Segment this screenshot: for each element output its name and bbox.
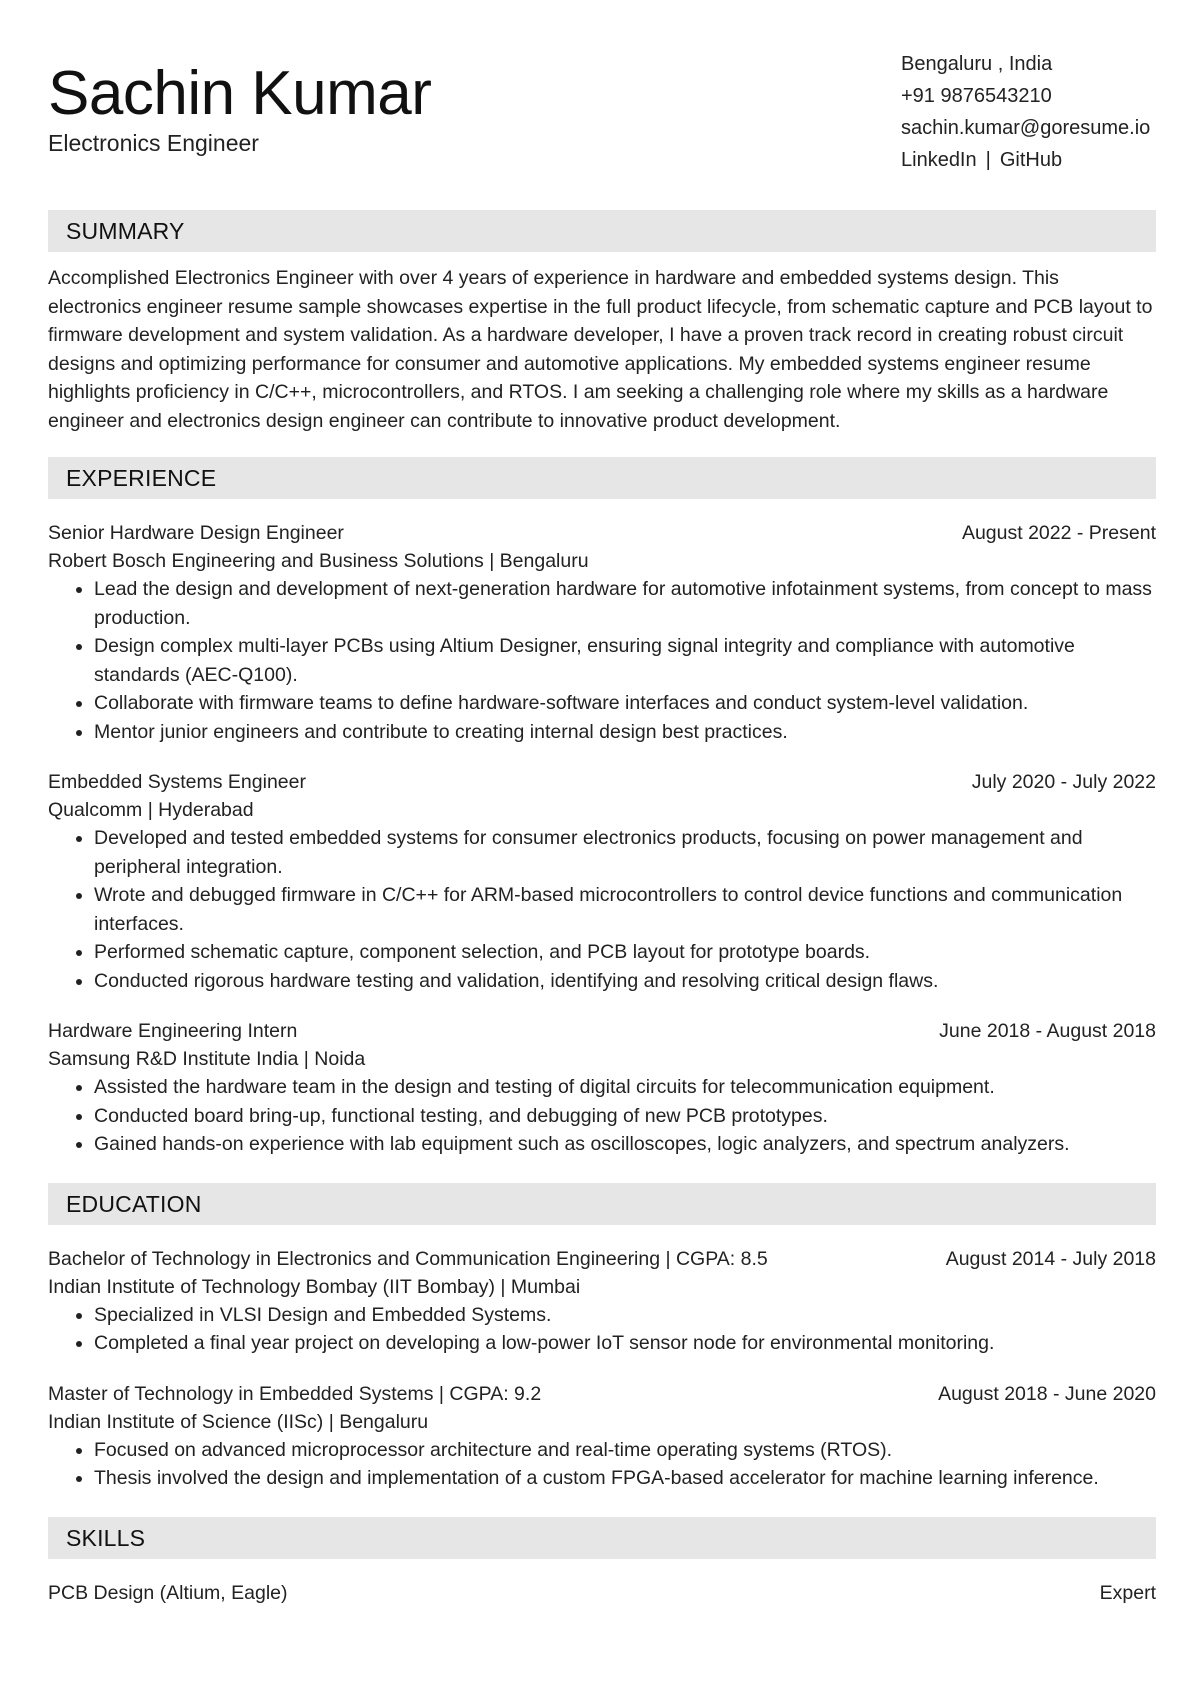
contact-block [901,48,1150,176]
experience-bullet-list [48,1073,1156,1159]
experience-bullet: • Collaborate with firmware teams to define hardware-software interfaces and conduct system-level validation. [94,689,1156,718]
education-bullet: • Specialized in VLSI Design and Embedded Systems. [94,1301,1156,1330]
contact-email[interactable]: sachin.kumar@goresume.io [901,117,1151,139]
experience-title: Embedded Systems Engineer [48,771,306,793]
education-bullet: • Thesis involved the design and implementation of a custom FPGA-based accelerator for machine learning inference. [94,1464,1156,1493]
section-header-summary: SUMMARY [48,210,1156,252]
contact-location: Bengaluru , India [901,53,1053,75]
contact-phone: +91 9876543210 [901,85,1052,107]
experience-dates: August 2022 - Present [961,522,1156,544]
education-dates: August 2014 - July 2018 [945,1247,1156,1270]
education-title: Bachelor of Technology in Electronics and Communication Engineering | CGPA: 8.5 [48,1247,768,1270]
github-link[interactable]: GitHub [999,149,1063,171]
experience-entry [48,1017,1156,1159]
experience-entry [48,519,1156,746]
experience-dates: July 2020 - July 2022 [971,771,1156,793]
experience-organization: Qualcomm | Hyderabad [48,799,254,821]
education-title: Master of Technology in Embedded Systems | CGPA: 9.2 [48,1382,542,1405]
summary-text: Accomplished Electronics Engineer with over 4 years of experience in hardware and embedded systems design. This electronics engineer resume sample showcases expertise in the full product lifecycle, from schematic capture and PCB layout to firmware development and system validation. As a hardware developer, I have a proven track record in creating robust circuit designs and optimizing performance for consumer and automotive applications. My embedded systems engineer resume highlights proficiency in C/C++, microcontrollers, and RTOS. I am seeking a challenging role where my skills as a hardware engineer and electronics design engineer can contribute to innovative product development. [48,267,1153,432]
experience-entry-header [48,519,1156,547]
skill-name: PCB Design (Altium, Eagle) [48,1581,288,1604]
candidate-role: Electronics Engineer [48,130,259,156]
education-entry-header [48,1380,1156,1408]
section-header-education: EDUCATION [48,1183,1156,1225]
section-header-skills: SKILLS [48,1517,1156,1559]
experience-entry [48,768,1156,995]
education-bullet-list [48,1436,1156,1493]
experience-entry-header [48,768,1156,796]
experience-entry-header [48,1017,1156,1045]
education-entry [48,1245,1156,1358]
resume-header [48,0,1156,210]
experience-bullet: • Design complex multi-layer PCBs using Altium Designer, ensuring signal integrity and compliance with automotive standards (AEC-Q100). [94,632,1156,689]
experience-title: Senior Hardware Design Engineer [48,522,344,544]
experience-bullet: • Mentor junior engineers and contribute to creating internal design best practices. [94,718,1156,747]
skill-level: Expert [1099,1581,1156,1604]
section-header-experience: EXPERIENCE [48,457,1156,499]
contact-links [901,144,1150,176]
education-bullet: • Focused on advanced microprocessor architecture and real-time operating systems (RTOS). [94,1436,1156,1465]
experience-organization: Samsung R&D Institute India | Noida [48,1048,366,1070]
resume-page [48,0,1156,1607]
experience-bullet-list [48,575,1156,746]
experience-bullet-list [48,824,1156,995]
linkedin-link[interactable]: LinkedIn [901,149,977,171]
experience-bullet: • Lead the design and development of next-generation hardware for automotive infotainment systems, from concept to mass production. [94,575,1156,632]
education-dates: August 2018 - June 2020 [938,1382,1156,1405]
education-entry-header [48,1245,1156,1273]
candidate-name: Sachin Kumar [48,59,432,128]
experience-dates: June 2018 - August 2018 [939,1020,1156,1042]
education-list [48,1245,1156,1493]
skills-list [48,1579,1156,1607]
experience-bullet: • Developed and tested embedded systems for consumer electronics products, focusing on power management and peripheral integration. [94,824,1156,881]
experience-bullet: • Conducted board bring-up, functional testing, and debugging of new PCB prototypes. [94,1102,1156,1131]
education-bullet-list [48,1301,1156,1358]
experience-bullet: • Assisted the hardware team in the design and testing of digital circuits for telecommunication equipment. [94,1073,1156,1102]
experience-title: Hardware Engineering Intern [48,1020,298,1042]
experience-list [48,519,1156,1159]
experience-organization: Robert Bosch Engineering and Business Solutions | Bengaluru [48,550,589,572]
education-bullet: • Completed a final year project on developing a low-power IoT sensor node for environmental monitoring. [94,1329,1156,1358]
education-organization: Indian Institute of Science (IISc) | Bengaluru [48,1410,429,1433]
education-entry [48,1380,1156,1493]
education-organization: Indian Institute of Technology Bombay (IIT Bombay) | Mumbai [48,1275,581,1298]
experience-bullet: • Conducted rigorous hardware testing and validation, identifying and resolving critical design flaws. [94,967,1156,996]
experience-bullet: • Performed schematic capture, component selection, and PCB layout for prototype boards. [94,938,1156,967]
experience-bullet: • Gained hands-on experience with lab equipment such as oscilloscopes, logic analyzers, and spectrum analyzers. [94,1130,1156,1159]
experience-bullet: • Wrote and debugged firmware in C/C++ for ARM-based microcontrollers to control device functions and communication interfaces. [94,881,1156,938]
skill-row [48,1579,1156,1607]
link-separator: | [985,149,991,171]
